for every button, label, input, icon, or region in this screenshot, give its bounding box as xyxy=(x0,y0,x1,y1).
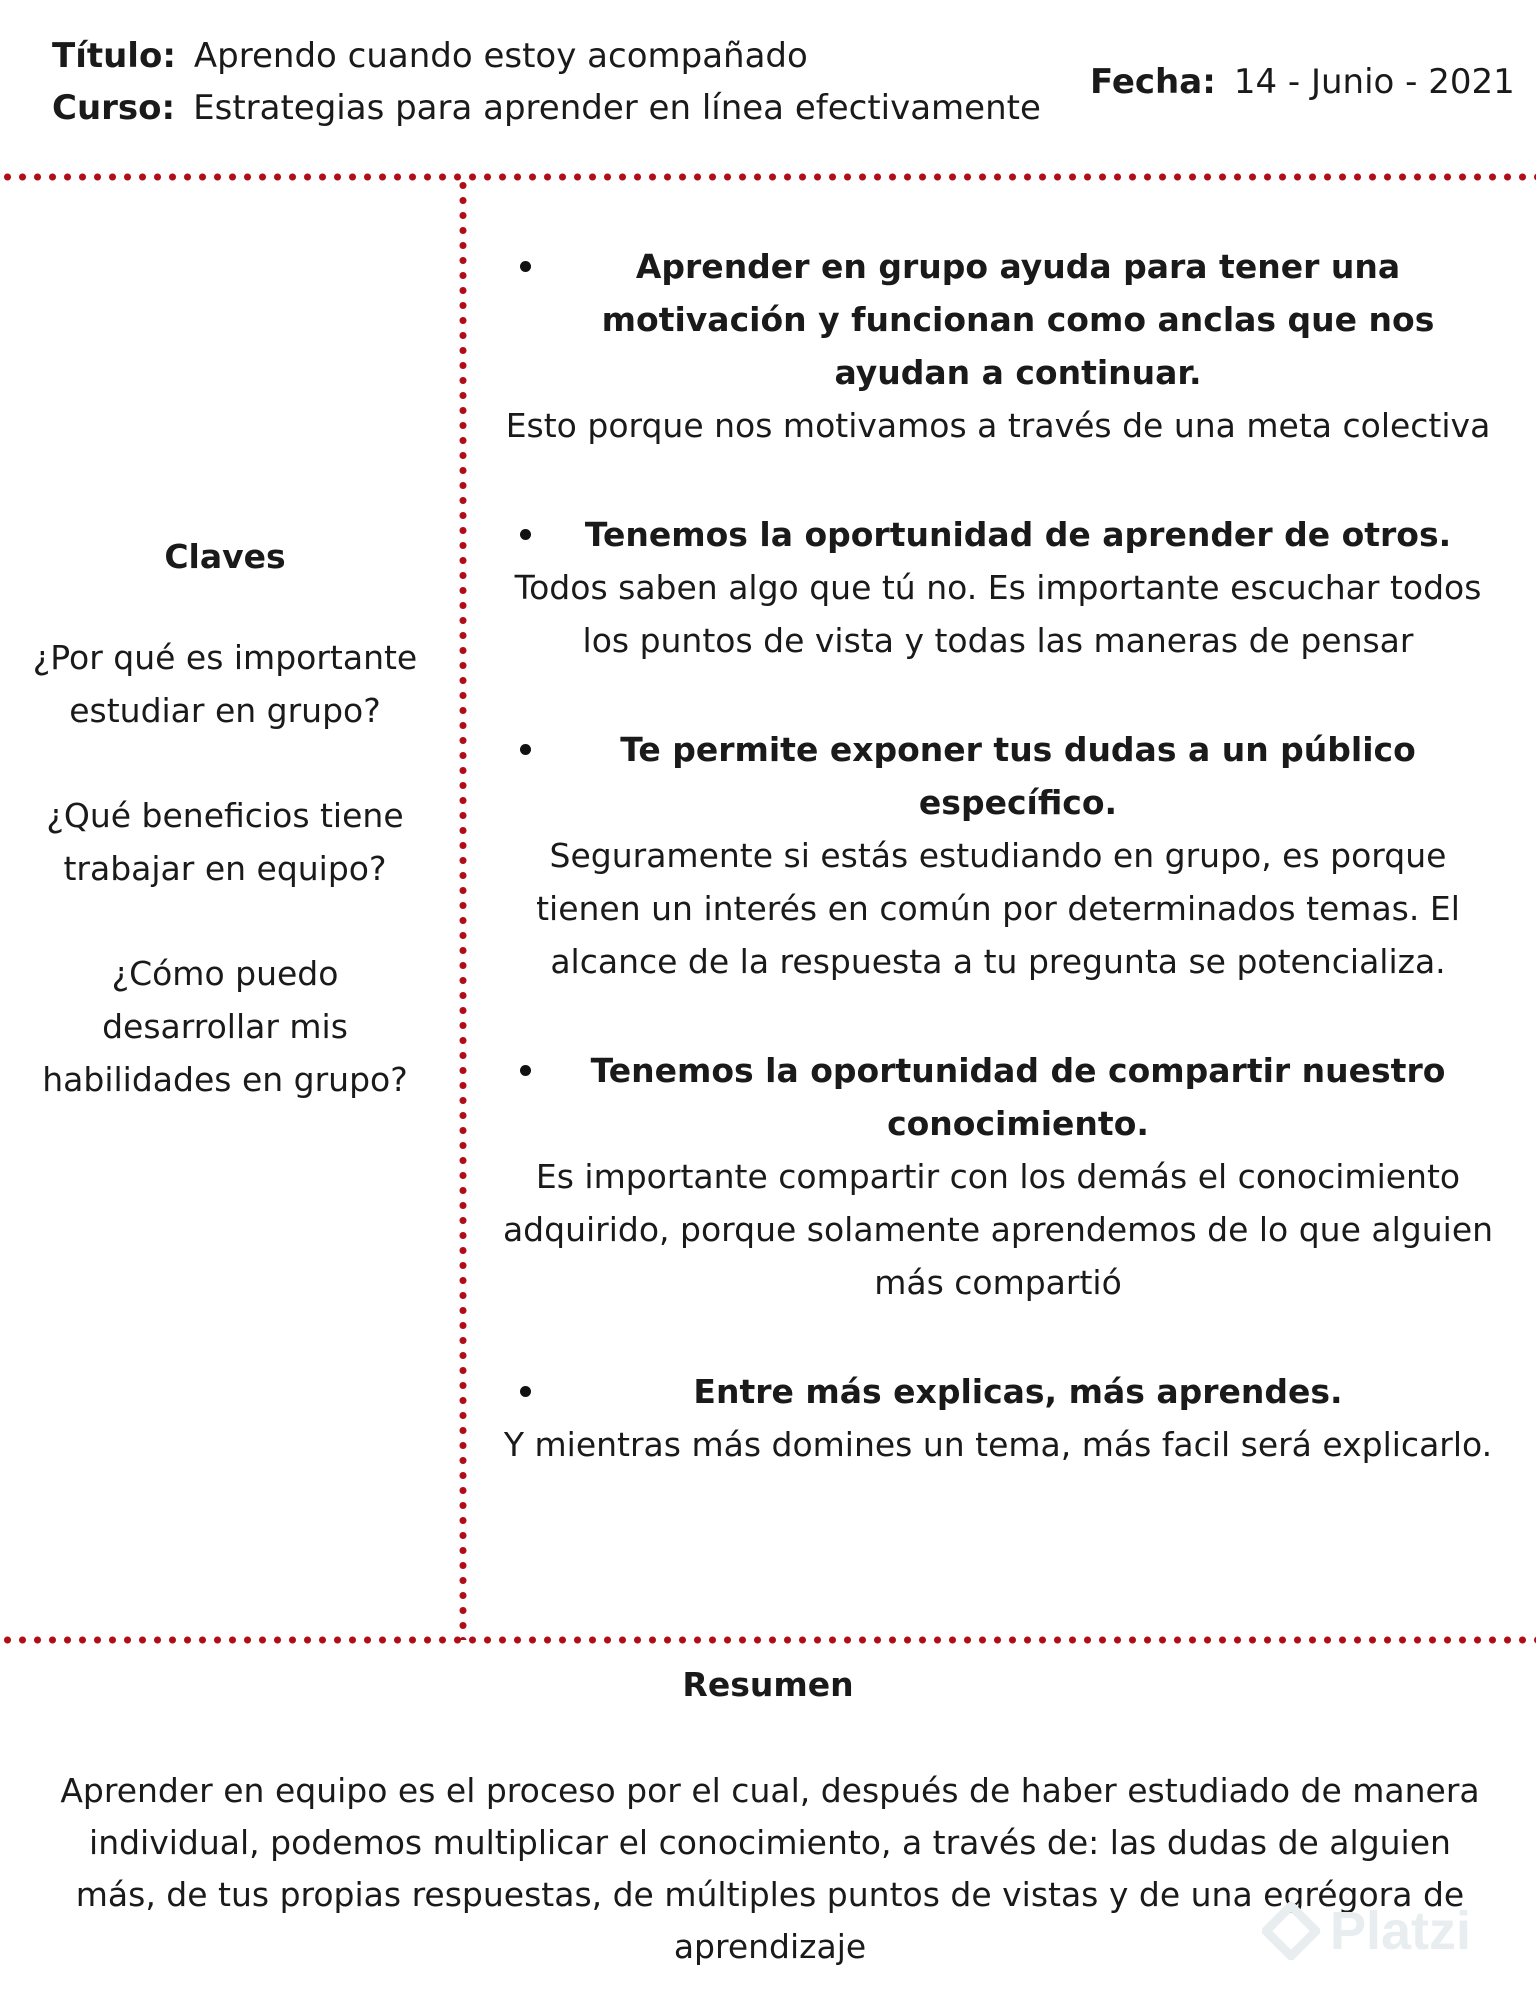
note-item xyxy=(488,1365,1508,1471)
fecha-label: Fecha: xyxy=(1090,62,1216,102)
note-item xyxy=(488,240,1508,452)
clave-question: ¿Qué beneficios tiene trabajar en equipo? xyxy=(46,796,404,888)
resumen-body: Aprender en equipo es el proceso por el cual, después de haber estudiado de manera individual, podemos multiplicar el conocimiento, a través de: las dudas de alguien más, de tus propias respuestas, de múltiples puntos de vistas y de una egrégora de aprendizaje xyxy=(60,1771,1480,1966)
titulo-line xyxy=(52,36,808,76)
bottom-dotted-divider xyxy=(0,1635,1536,1645)
vertical-dotted-divider xyxy=(458,178,468,1640)
note-title: Aprender en grupo ayuda para tener una motivación y funcionan como anclas que nos ayudan a continuar. xyxy=(601,247,1435,392)
curso-value: Estrategias para aprender en línea efectivamente xyxy=(193,88,1041,128)
watermark-text: Platzi xyxy=(1330,1901,1472,1961)
bullet-icon xyxy=(518,1044,532,1097)
note-body: Esto porque nos motivamos a través de una meta colectiva xyxy=(505,406,1491,445)
bullet-icon xyxy=(518,508,532,561)
header xyxy=(0,0,1536,170)
curso-label: Curso: xyxy=(52,88,176,128)
resumen-title: Resumen xyxy=(682,1665,854,1704)
note-item xyxy=(488,723,1508,988)
note-body: Y mientras más domines un tema, más facil será explicarlo. xyxy=(503,1425,1493,1464)
fecha-value: 14 - Junio - 2021 xyxy=(1233,62,1515,102)
note-title: Te permite exponer tus dudas a un público específico. xyxy=(620,730,1416,822)
clave-question: ¿Cómo puedo desarrollar mis habilidades en grupo? xyxy=(42,954,408,1099)
claves-title: Claves xyxy=(164,537,286,576)
platzi-logo-icon xyxy=(1262,1902,1320,1960)
curso-line xyxy=(52,88,1041,128)
fecha-line xyxy=(1090,62,1515,102)
bullet-icon xyxy=(518,1365,532,1418)
note-title: Entre más explicas, más aprendes. xyxy=(693,1372,1343,1411)
clave-question: ¿Por qué es importante estudiar en grupo? xyxy=(32,638,418,730)
note-body: Es importante compartir con los demás el conocimiento adquirido, porque solamente aprendemos de lo que alguien más compartió xyxy=(502,1157,1494,1302)
note-title: Tenemos la oportunidad de aprender de otros. xyxy=(584,515,1452,554)
top-dotted-divider xyxy=(0,172,1536,182)
claves-column xyxy=(20,530,430,1158)
note-title: Tenemos la oportunidad de compartir nuestro conocimiento. xyxy=(590,1051,1446,1143)
platzi-watermark xyxy=(1262,1900,1471,1962)
note-body: Seguramente si estás estudiando en grupo, es porque tienen un interés en común por determinados temas. El alcance de la respuesta a tu pregunta se potencializa. xyxy=(536,836,1460,981)
titulo-label: Título: xyxy=(52,36,176,76)
note-body: Todos saben algo que tú no. Es importante escuchar todos los puntos de vista y todas las maneras de pensar xyxy=(514,568,1482,660)
note-item xyxy=(488,508,1508,667)
notes-column xyxy=(488,240,1508,1471)
note-item xyxy=(488,1044,1508,1309)
bullet-icon xyxy=(518,723,532,776)
bullet-icon xyxy=(518,240,532,293)
titulo-value: Aprendo cuando estoy acompañado xyxy=(193,36,808,76)
